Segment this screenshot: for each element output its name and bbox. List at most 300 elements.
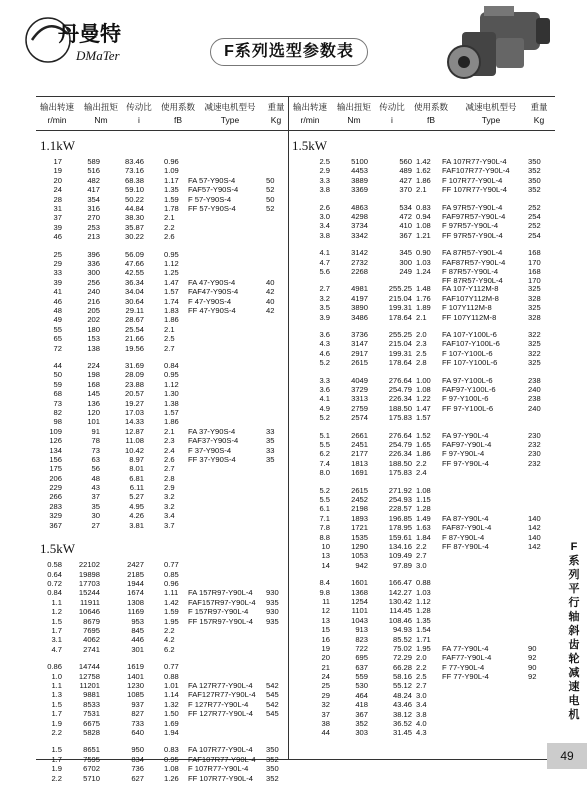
table-row [40, 389, 286, 398]
cell-torque: 417 [87, 185, 100, 195]
cell-torque: 224 [87, 360, 100, 370]
cell-torque: 354 [87, 194, 100, 204]
cell-factor: 2.4 [164, 445, 175, 455]
cell-torque: 1601 [351, 578, 368, 588]
cell-speed: 1.9 [51, 764, 62, 774]
cell-weight: 325 [528, 339, 541, 349]
cell-factor: 1.42 [416, 157, 431, 166]
cell-torque: 3369 [351, 185, 368, 195]
model-group [40, 361, 286, 530]
cell-ratio: 255.25 [388, 284, 412, 294]
cell-torque: 1368 [351, 587, 368, 597]
cell-factor: 1.52 [416, 430, 431, 440]
cell-weight: 42 [266, 305, 275, 315]
cell-torque: 300 [87, 268, 100, 278]
cell-torque: 3142 [351, 248, 368, 258]
table-row [40, 232, 286, 241]
table-top-rule [36, 96, 555, 97]
cell-torque: 205 [87, 305, 100, 315]
cell-torque: 1254 [351, 596, 368, 606]
cell-torque: 1721 [351, 523, 368, 533]
cell-ratio: 199.31 [388, 303, 412, 313]
table-row [40, 728, 286, 737]
cell-type: FF 107R77-Y90L-4 [188, 773, 254, 783]
cell-factor: 1.35 [416, 615, 431, 625]
cell-ratio: 472 [399, 211, 412, 221]
cell-type: F 127R77-Y90L-4 [188, 699, 249, 709]
cell-speed: 13 [321, 551, 330, 561]
table-row [292, 588, 554, 597]
cell-ratio: 254.79 [388, 384, 412, 394]
model-group [292, 330, 554, 368]
cell-factor: 0.95 [164, 249, 179, 259]
brand-logo [18, 8, 168, 68]
cell-speed: 50 [53, 370, 62, 380]
cell-speed: 41 [53, 287, 62, 297]
cell-type: FF 87-Y90L-4 [442, 541, 489, 551]
cell-type: FF 97R57-Y90L-4 [442, 230, 503, 240]
table-row [40, 570, 286, 579]
table-row [40, 306, 286, 315]
cell-torque: 17703 [78, 578, 100, 588]
cell-factor: 0.95 [164, 370, 179, 380]
cell-factor: 3.4 [164, 511, 175, 521]
cell-speed: 0.84 [47, 588, 62, 598]
table-row [40, 511, 286, 520]
cell-type: FAF127R77-Y90L-4 [188, 690, 256, 700]
cell-ratio: 38.12 [392, 709, 412, 719]
cell-weight: 90 [528, 662, 537, 672]
cell-ratio: 254.79 [388, 439, 412, 449]
cell-speed: 4.1 [319, 248, 330, 258]
cell-type: FAF107R77-Y90L-4 [188, 754, 256, 764]
cell-speed: 329 [49, 511, 62, 521]
cell-ratio: 1308 [127, 597, 144, 607]
cell-speed: 2.2 [51, 727, 62, 737]
cell-torque: 1691 [351, 468, 368, 478]
cell-speed: 11 [322, 596, 330, 606]
cell-factor: 3.2 [164, 501, 175, 511]
cell-weight: 92 [528, 672, 537, 682]
cell-factor: 1.28 [416, 504, 431, 514]
cell-ratio: 937 [131, 699, 144, 709]
cell-torque: 1101 [351, 606, 368, 616]
cell-speed: 15 [321, 625, 330, 635]
cell-torque: 120 [87, 407, 100, 417]
cell-ratio: 249 [399, 266, 412, 276]
table-row [40, 635, 286, 644]
cell-factor: 1.14 [164, 690, 179, 700]
cell-weight: 935 [266, 597, 279, 607]
cell-torque: 180 [87, 324, 100, 334]
cell-speed: 2.6 [319, 202, 330, 212]
cell-torque: 913 [355, 625, 368, 635]
cell-torque: 7595 [83, 754, 100, 764]
gear-motor-icon [440, 2, 555, 94]
table-row [40, 521, 286, 530]
side-label: F 系 列 平 行 轴 斜 齿 轮 减 速 电 机 [563, 540, 585, 722]
table-row [40, 626, 286, 635]
cell-speed: 3.3 [319, 375, 330, 385]
cell-factor: 2.7 [416, 681, 427, 691]
cell-factor: 3.0 [416, 560, 427, 570]
cell-weight: 230 [528, 449, 541, 459]
table-row [292, 212, 554, 221]
cell-factor: 1.03 [416, 257, 431, 267]
cell-type: F 87R57-Y90L-4 [442, 266, 499, 276]
table-row [40, 483, 286, 492]
cell-type: FAF37-Y90S-4 [188, 436, 239, 446]
cell-speed: 1.5 [51, 699, 62, 709]
cell-ratio: 300 [399, 257, 412, 267]
cell-ratio: 21.66 [124, 334, 144, 344]
cell-factor: 1.00 [416, 375, 431, 385]
cell-factor: 2.6 [164, 454, 175, 464]
model-group [292, 486, 554, 571]
cell-speed: 7.1 [319, 513, 330, 523]
cell-ratio: 36.34 [124, 277, 144, 287]
cell-type: FA 77-Y90L-4 [442, 643, 489, 653]
cell-ratio: 94.93 [392, 625, 412, 635]
cell-torque: 2452 [351, 494, 368, 504]
cell-type: FAF87-Y90L-4 [442, 523, 492, 533]
cell-ratio: 367 [399, 230, 412, 240]
table-row [40, 408, 286, 417]
header-factor: 使用系数 [160, 102, 195, 112]
unit-speed: r/min [47, 115, 67, 125]
cell-weight: 40 [266, 296, 275, 306]
cell-type: F 57-Y90S-4 [188, 194, 232, 204]
cell-type: FF 107Y112M-8 [442, 312, 497, 322]
unit-speed: r/min [300, 115, 320, 125]
cell-ratio: 6.11 [129, 483, 144, 493]
table-row [40, 492, 286, 501]
table-row [292, 166, 554, 175]
cell-factor: 2.5 [164, 334, 175, 344]
header-ratio: 传动比 [126, 102, 152, 112]
cell-torque: 1290 [351, 541, 368, 551]
cell-ratio: 48.24 [392, 690, 412, 700]
cell-torque: 637 [355, 662, 368, 672]
cell-weight: 170 [528, 257, 541, 267]
cell-ratio: 1619 [127, 662, 144, 672]
cell-factor: 1.86 [416, 449, 431, 459]
cell-ratio: 75.02 [392, 643, 412, 653]
cell-factor: 1.83 [164, 305, 179, 315]
cell-torque: 35 [91, 501, 100, 511]
cell-factor: 6.2 [164, 644, 175, 654]
cell-speed: 31 [53, 203, 62, 213]
unit-factor: fB [173, 115, 183, 125]
table-row [40, 427, 286, 436]
cell-torque: 6675 [83, 718, 100, 728]
cell-torque: 352 [355, 719, 368, 729]
table-row [40, 645, 286, 654]
cell-factor: 1.95 [164, 616, 179, 626]
cell-factor: 1.38 [164, 398, 179, 408]
cell-torque: 303 [355, 728, 368, 738]
cell-torque: 2741 [83, 644, 100, 654]
cell-torque: 1893 [351, 513, 368, 523]
cell-torque: 56 [91, 464, 100, 474]
table-row [292, 267, 554, 276]
cell-speed: 19 [321, 643, 330, 653]
cell-factor: 2.1 [416, 185, 427, 195]
cell-factor: 0.84 [164, 360, 179, 370]
cell-speed: 3.1 [51, 635, 62, 645]
cell-type: FA 97-Y90L-4 [442, 430, 489, 440]
table-row [40, 297, 286, 306]
cell-factor: 1.28 [416, 606, 431, 616]
table-row [292, 728, 554, 737]
cell-speed: 2.9 [319, 166, 330, 176]
cell-ratio: 196.85 [388, 513, 412, 523]
cell-speed: 5.2 [319, 358, 330, 368]
table-row [292, 376, 554, 385]
cell-ratio: 50.22 [124, 194, 144, 204]
table-row [40, 474, 286, 483]
cell-type: FAF77-Y90L-4 [442, 653, 492, 663]
cell-factor: 2.0 [416, 653, 427, 663]
cell-torque: 4981 [351, 284, 368, 294]
cell-torque: 559 [355, 672, 368, 682]
cell-speed: 33 [53, 268, 62, 278]
header-right [289, 101, 555, 129]
cell-torque: 12758 [78, 671, 100, 681]
table-row [40, 213, 286, 222]
header-factor: 使用系数 [413, 102, 448, 112]
cell-speed: 2.7 [319, 284, 330, 294]
section-power-title: 1.5kW [292, 138, 328, 153]
cell-weight: 92 [528, 653, 537, 663]
table-row [292, 330, 554, 339]
cell-ratio: 276.64 [388, 375, 412, 385]
cell-torque: 4863 [351, 202, 368, 212]
cell-torque: 589 [87, 157, 100, 166]
cell-type: F 47-Y90S-4 [188, 296, 232, 306]
cell-type: FF 107R77-Y90L-4 [442, 185, 508, 195]
table-row [292, 221, 554, 230]
cell-factor: 2.0 [416, 329, 427, 339]
unit-weight: Kg [533, 115, 545, 125]
cell-ratio: 30.22 [124, 232, 144, 242]
table-row [40, 166, 286, 175]
model-group [40, 157, 286, 242]
unit-torque: Nm [94, 115, 108, 125]
cell-speed: 49 [53, 315, 62, 325]
cell-weight: 168 [528, 266, 541, 276]
cell-speed: 0.72 [47, 578, 62, 588]
cell-factor: 1.50 [164, 709, 179, 719]
cell-speed: 46 [53, 232, 62, 242]
cell-type: FA 107R77-Y90L-4 [442, 157, 507, 166]
cell-torque: 240 [87, 287, 100, 297]
cell-factor: 2.7 [164, 343, 175, 353]
header-type: 减速电机型号 [204, 102, 256, 112]
cell-type: F 77-Y90L-4 [442, 662, 485, 672]
cell-speed: 25 [53, 249, 62, 259]
brand-name-cn: 丹曼特 [58, 22, 121, 46]
cell-weight: 328 [528, 293, 541, 303]
cell-speed: 3.4 [319, 221, 330, 231]
cell-torque: 7695 [83, 625, 100, 635]
cell-speed: 5.2 [319, 413, 330, 423]
cell-factor: 2.2 [416, 662, 427, 672]
header-speed: 输出转速 [292, 102, 327, 112]
cell-torque: 516 [87, 166, 100, 176]
cell-weight: 252 [528, 202, 541, 212]
cell-type: FA 97R57-Y90L-4 [442, 202, 503, 212]
table-row [292, 349, 554, 358]
cell-torque: 216 [87, 296, 100, 306]
cell-factor: 1.01 [164, 680, 179, 690]
table-row [40, 502, 286, 511]
cell-speed: 2.2 [51, 773, 62, 783]
cell-factor: 1.21 [416, 230, 431, 240]
cell-type: FF 97-Y100L-6 [442, 403, 494, 413]
cell-speed: 283 [49, 501, 62, 511]
cell-speed: 44 [321, 728, 330, 738]
cell-speed: 29 [53, 258, 62, 268]
cell-weight: 545 [266, 709, 279, 719]
cell-torque: 3486 [351, 312, 368, 322]
cell-factor: 1.12 [164, 379, 179, 389]
table-row [40, 446, 286, 455]
cell-factor: 0.96 [164, 578, 179, 588]
cell-speed: 48 [53, 305, 62, 315]
table-row [40, 325, 286, 334]
cell-weight: 140 [528, 532, 541, 542]
cell-factor: 2.5 [416, 672, 427, 682]
cell-speed: 1.9 [51, 718, 62, 728]
cell-ratio: 3.81 [129, 520, 144, 530]
cell-factor: 1.25 [164, 268, 179, 278]
cell-type: FA 97-Y100L-6 [442, 375, 493, 385]
cell-weight: 40 [266, 277, 275, 287]
table-row [292, 616, 554, 625]
cell-factor: 3.2 [164, 492, 175, 502]
cell-factor: 3.4 [416, 700, 427, 710]
cell-factor: 0.77 [164, 560, 179, 570]
cell-speed: 59 [53, 379, 62, 389]
cell-ratio: 23.88 [124, 379, 144, 389]
cell-torque: 213 [87, 232, 100, 242]
cell-factor: 1.08 [416, 221, 431, 231]
cell-ratio: 226.34 [388, 449, 412, 459]
cell-torque: 2917 [351, 348, 368, 358]
cell-speed: 6.2 [319, 449, 330, 459]
page-title: F系列选型参数表 [210, 38, 368, 66]
cell-speed: 3.8 [319, 185, 330, 195]
cell-factor: 2.2 [416, 458, 427, 468]
table-row [292, 644, 554, 653]
cell-ratio: 97.89 [392, 560, 412, 570]
table-row [292, 672, 554, 681]
cell-ratio: 845 [131, 625, 144, 635]
cell-torque: 2177 [351, 449, 368, 459]
cell-ratio: 72.29 [392, 653, 412, 663]
cell-weight: 252 [528, 221, 541, 231]
cell-type: F 87-Y90L-4 [442, 532, 485, 542]
cell-torque: 1813 [351, 458, 368, 468]
cell-factor: 0.96 [164, 157, 179, 166]
cell-torque: 3313 [351, 394, 368, 404]
cell-speed: 0.86 [47, 662, 62, 672]
cell-speed: 5.2 [319, 485, 330, 495]
cell-type: F 107R77-Y90L-4 [442, 175, 503, 185]
cell-ratio: 446 [131, 635, 144, 645]
cell-factor: 1.48 [416, 284, 431, 294]
cell-weight: 232 [528, 458, 541, 468]
model-group [40, 560, 286, 654]
cell-factor: 1.47 [416, 403, 431, 413]
cell-ratio: 166.47 [388, 578, 412, 588]
cell-type: F 97-Y100L-6 [442, 394, 489, 404]
cell-ratio: 17.03 [124, 407, 144, 417]
cell-factor: 1.78 [164, 203, 179, 213]
cell-factor: 1.54 [416, 625, 431, 635]
cell-factor: 3.7 [164, 520, 175, 530]
table-row [292, 681, 554, 690]
cell-torque: 316 [87, 203, 100, 213]
table-row [292, 597, 554, 606]
cell-factor: 1.08 [164, 764, 179, 774]
cell-torque: 3342 [351, 230, 368, 240]
table-row [292, 523, 554, 532]
cell-speed: 12 [321, 606, 330, 616]
unit-type: Type [220, 115, 240, 125]
cell-speed: 8.0 [319, 468, 330, 478]
model-group [40, 250, 286, 353]
cell-torque: 942 [355, 560, 368, 570]
cell-torque: 37 [91, 492, 100, 502]
cell-factor: 0.90 [416, 248, 431, 258]
cell-torque: 270 [87, 213, 100, 223]
cell-speed: 109 [49, 426, 62, 436]
cell-ratio: 142.27 [388, 587, 412, 597]
table-row [40, 185, 286, 194]
cell-speed: 13 [321, 615, 330, 625]
cell-speed: 16 [321, 634, 330, 644]
cell-speed: 367 [49, 520, 62, 530]
table-row [40, 176, 286, 185]
cell-type: FF 57-Y90S-4 [188, 204, 236, 213]
cell-ratio: 31.45 [392, 728, 412, 738]
cell-factor: 2.2 [164, 222, 175, 232]
cell-factor: 1.57 [416, 413, 431, 423]
cell-torque: 27 [91, 520, 100, 530]
cell-torque: 136 [87, 398, 100, 408]
table-row [40, 344, 286, 353]
cell-torque: 2574 [351, 413, 368, 423]
cell-factor: 2.9 [164, 483, 175, 493]
table-header-rule [36, 130, 555, 131]
cell-factor: 1.69 [164, 718, 179, 728]
cell-factor: 2.3 [164, 436, 175, 446]
cell-ratio: 11.08 [125, 436, 144, 446]
cell-type: FAF97-Y100L-6 [442, 384, 496, 394]
cell-torque: 168 [87, 379, 100, 389]
cell-speed: 1.7 [51, 625, 62, 635]
table-row [40, 719, 286, 728]
cell-speed: 0.58 [47, 560, 62, 570]
cell-factor: 1.94 [164, 727, 179, 737]
cell-factor: 1.84 [416, 532, 431, 542]
cell-factor: 1.74 [164, 296, 179, 306]
cell-ratio: 34.04 [124, 287, 144, 297]
cell-torque: 2615 [351, 485, 368, 495]
cell-weight: 350 [266, 745, 279, 755]
